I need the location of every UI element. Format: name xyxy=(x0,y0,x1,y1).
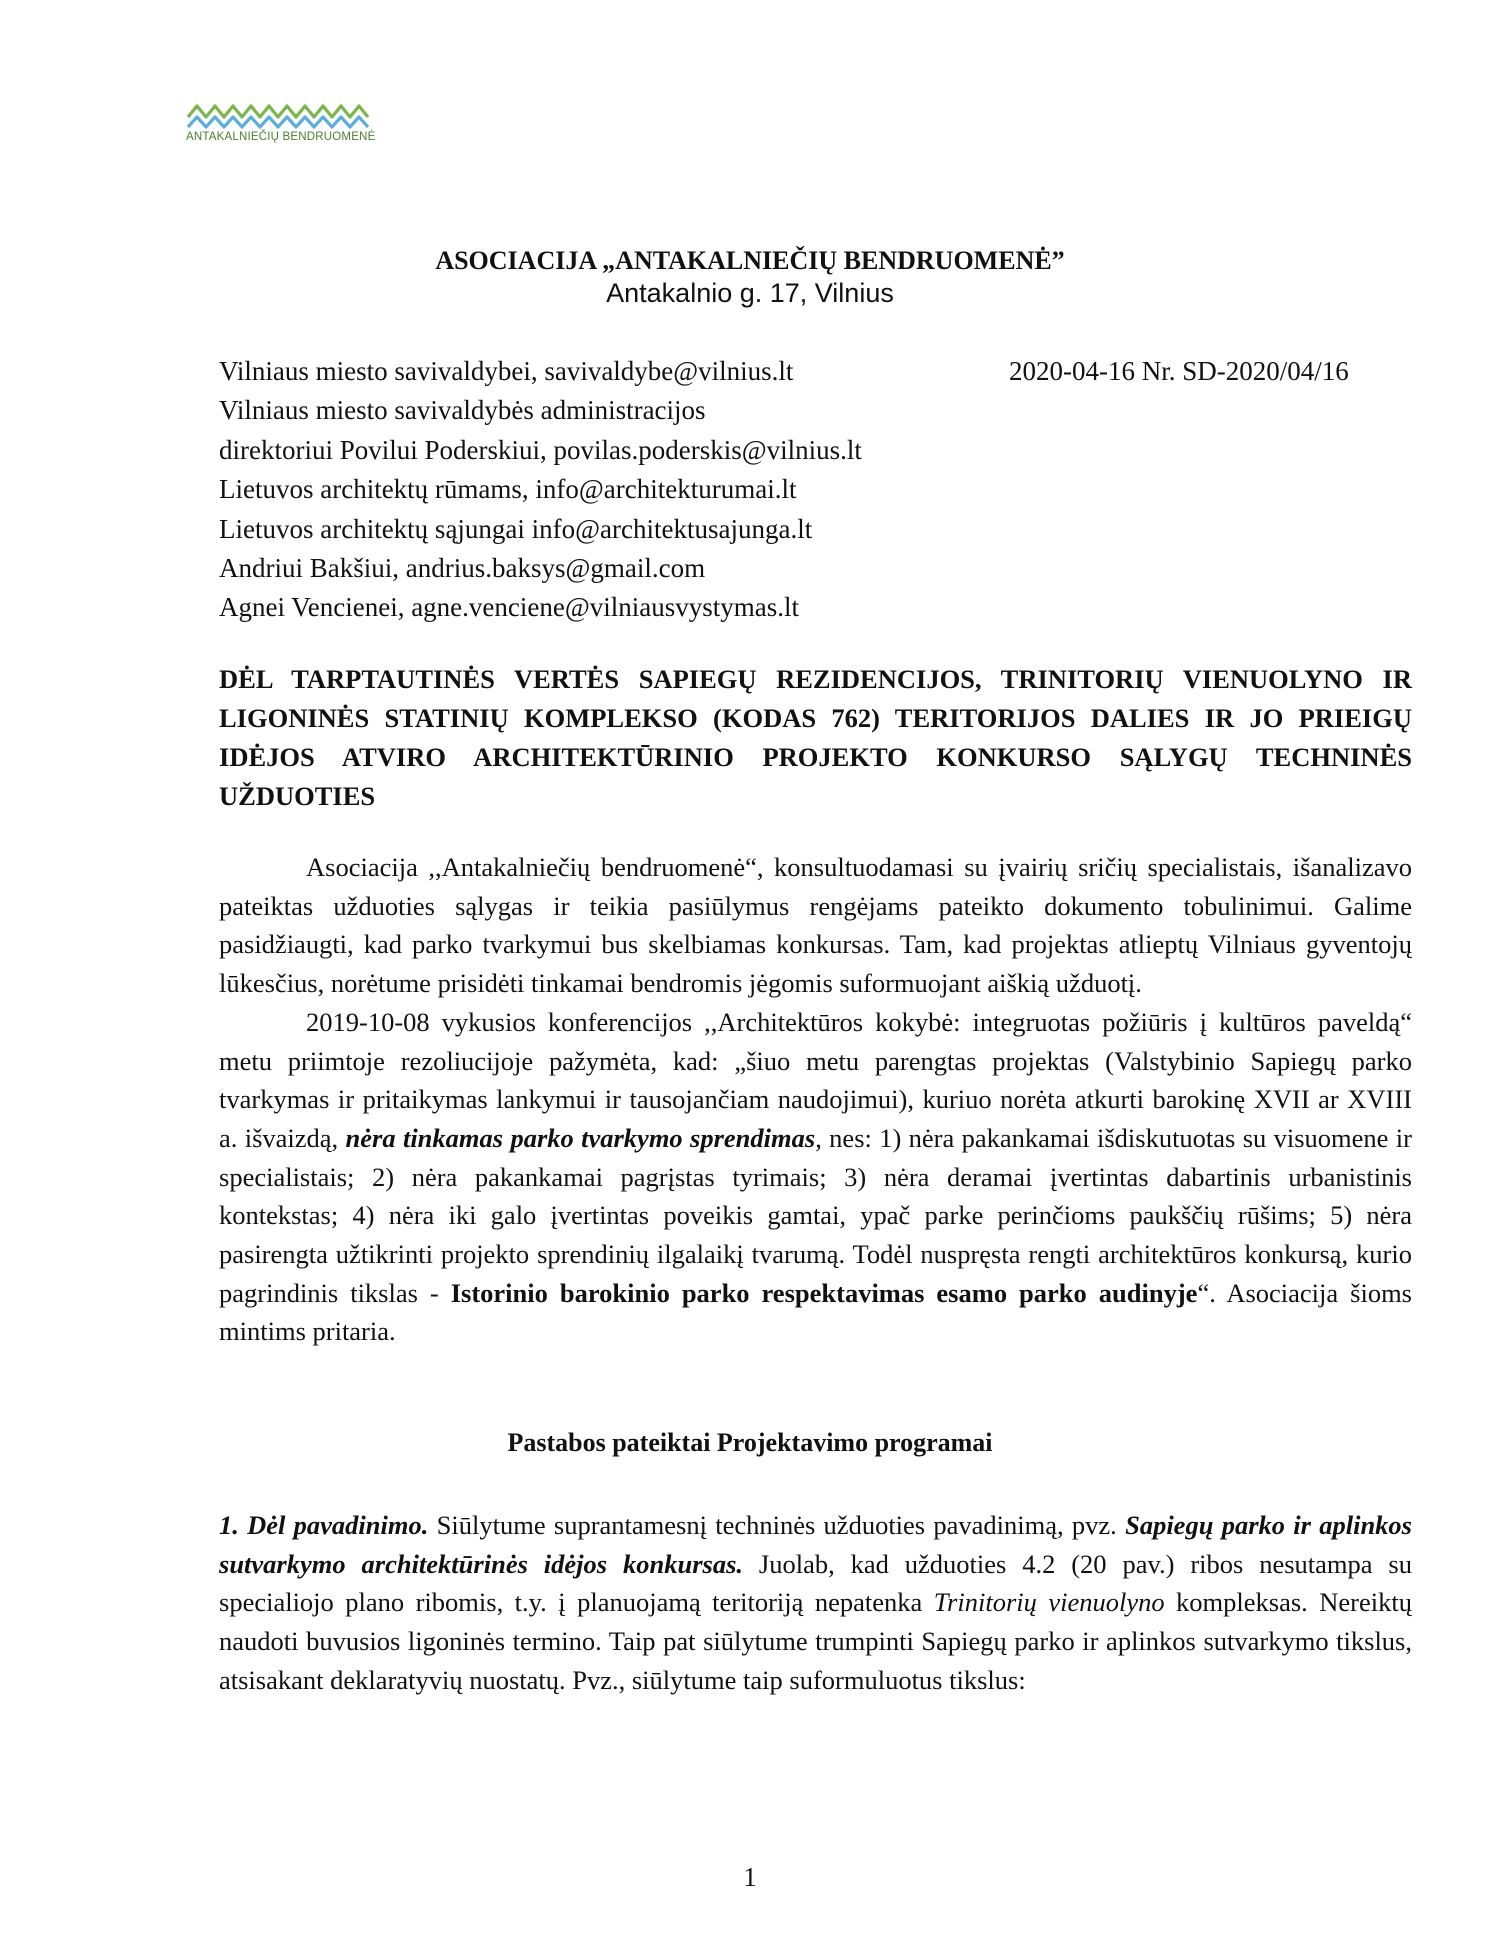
recipient-line: Andriui Bakšiui, andrius.baksys@gmail.com xyxy=(219,553,706,584)
point-label: 1. Dėl pavadinimo. xyxy=(219,1510,429,1540)
paragraph-text: 2019-10-08 vykusios konferencijos ,,Architektūros kokybė: integruotas požiūris į kultūros paveldą“ metu priimtoje rezoliucijoje pažymėta, kad: „šiuo metu parengtas projektas (Valstybinio Sapiegų parko tvarkymas ir pritaikymas lankymui ir tausojančiam naudojimui), kuriuo norėta atkurti barokinę XVII ar XVIII a. išvaizdą, xyxy=(219,1006,1412,1153)
body-paragraph-1: Asociacija ,,Antakalniečių bendruomenė“, konsultuodamasi su įvairių sričių specialistais, išanalizavo pateiktas užduoties sąlygas ir teikia pasiūlymus rengėjams pateikto dokumento tobulinimui. Galime pasidžiaugti, kad parko tvarkymui bus skelbiamas konkursas. Tam, kad projektas atlieptų Vilniaus gyventojų lūkesčius, norėtume prisidėti tinkamai bendromis jėgomis suformuojant aiškią užduotį. xyxy=(219,852,1412,999)
recipient-line: direktoriui Povilui Poderskiui, povilas.poderskis@vilnius.lt xyxy=(219,434,862,465)
letter-body xyxy=(219,848,1412,1351)
proposed-title: Sapiegų parko ir aplinkos sutvarkymo architektūrinės idėjos konkursas. xyxy=(219,1510,1412,1579)
organization-address: Antakalnio g. 17, Vilnius xyxy=(606,278,894,308)
recipient-list xyxy=(219,352,862,628)
organization-logo xyxy=(186,100,386,143)
organization-name: ASOCIACIJA „ANTAKALNIEČIŲ BENDRUOMENĖ” xyxy=(435,246,1065,275)
recipient-line: Lietuvos architektų sąjungai info@architektusajunga.lt xyxy=(219,513,813,544)
paragraph-text: “. Asociacija šioms mintims pritaria. xyxy=(219,1277,1412,1347)
recipient-line: Lietuvos architektų rūmams, info@architekturumai.lt xyxy=(219,474,797,505)
letter-subject: DĖL TARPTAUTINĖS VERTĖS SAPIEGŲ REZIDENCIJOS, TRINITORIŲ VIENUOLYNO IR LIGONINĖS STATINIŲ KOMPLEKSO (KODAS 762) TERITORIJOS DALIES IR JO PRIEIGŲ IDĖJOS ATVIRO ARCHITEKTŪRINIO PROJEKTO KONKURSO SĄLYGŲ TECHNINĖS UŽDUOTIES xyxy=(219,664,1412,811)
mountain-waves-icon xyxy=(186,100,376,130)
point-text: Siūlytume suprantamesnį techninės užduoties pavadinimą, pvz. xyxy=(428,1510,1126,1540)
logo-caption: ANTAKALNIEČIŲ BENDRUOMENĖ xyxy=(186,131,376,143)
italic-name: Trinitorių vienuolyno xyxy=(933,1587,1165,1618)
emphasized-text: nėra tinkamas parko tvarkymo sprendimas xyxy=(345,1122,816,1153)
date-and-reference-number: 2020-04-16 Nr. SD-2020/04/16 xyxy=(1009,356,1349,386)
body-paragraph-2 xyxy=(219,1003,1412,1351)
point-text: kompleksas. Nereiktų naudoti buvusios ligoninės termino. Taip pat siūlytume trumpinti Sapiegų parko ir aplinkos sutvarkymo tikslus, atsisakant deklaratyvių nuostatų. Pvz., siūlytume taip suformuluotus tikslus: xyxy=(219,1587,1412,1695)
recipient-line: Agnei Vencienei, agne.venciene@vilniausvystymas.lt xyxy=(219,592,799,623)
point-text: Juolab, kad užduoties 4.2 (20 pav.) ribos nesutampa su specialiojo plano ribomis, t.y. į planuojamą teritoriją nepatenka xyxy=(219,1548,1412,1618)
recipient-line: Vilniaus miesto savivaldybės administracijos xyxy=(219,395,706,426)
remark-point-1 xyxy=(219,1506,1412,1700)
page-number: 1 xyxy=(743,1862,757,1892)
section-heading: Pastabos pateiktai Projektavimo programai xyxy=(507,1428,993,1457)
recipient-line: Vilniaus miesto savivaldybei, savivaldybe@vilnius.lt xyxy=(219,356,794,386)
bold-text: Istorinio barokinio parko respektavimas esamo parko audinyje xyxy=(450,1277,1198,1308)
paragraph-text: , nes: 1) nėra pakankamai išdiskutuotas su visuomene ir specialistais; 2) nėra pakankamai pagrįstas tyrimais; 3) nėra deramai įvertintas dabartinis urbanistinis kontekstas; 4) nėra iki galo įvertintas poveikis gamtai, ypač parke perinčioms paukščių rūšims; 5) nėra pasirengta užtikrinti projekto sprendinių ilgalaikį tvarumą. Todėl nuspręsta rengti architektūros konkursą, kurio pagrindinis tikslas - xyxy=(219,1122,1412,1308)
